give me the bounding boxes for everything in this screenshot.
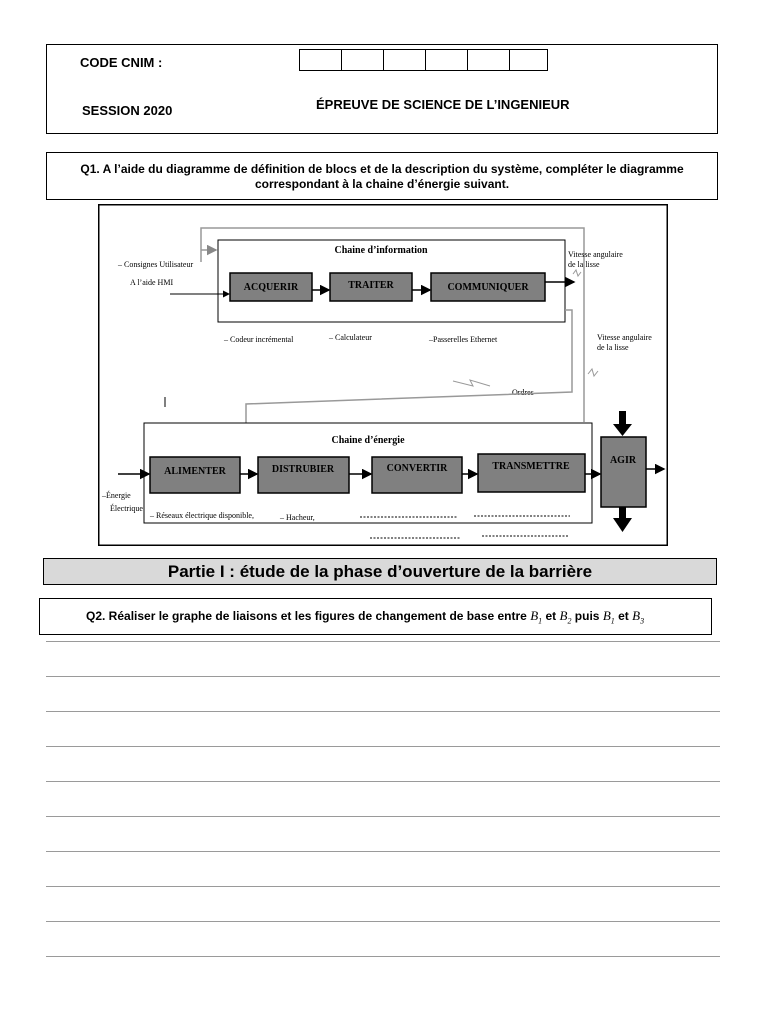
label-reseaux: – Réseaux électrique disponible,	[150, 511, 254, 520]
base-b3: $B_3$	[632, 608, 645, 626]
code-cell[interactable]	[510, 50, 547, 70]
code-cell[interactable]	[468, 50, 510, 70]
answer-line[interactable]	[46, 956, 720, 957]
label-consignes: – Consignes Utilisateur	[118, 260, 194, 269]
block-alimenter-label: ALIMENTER	[164, 466, 226, 477]
question-1	[46, 152, 718, 200]
block-convertir-label: CONVERTIR	[386, 463, 448, 474]
session-label: SESSION 2020	[82, 103, 173, 118]
block-agir-label: AGIR	[609, 455, 637, 466]
label-vitesse-2a: Vitesse angulaire	[597, 333, 652, 342]
base-b2: $B_2$	[559, 608, 572, 626]
label-codeur: – Codeur incrémental	[224, 335, 294, 344]
label-ordres: Ordres	[512, 388, 534, 397]
block-distrubier	[258, 457, 349, 493]
block-transmettre	[478, 454, 585, 492]
base-b1: $B_1$	[602, 608, 615, 626]
answer-line[interactable]	[46, 886, 720, 887]
question-2: Q2. Réaliser le graphe de liaisons et les figures de changement de base entre $B_1$ et $B_2$ puis $B_1$ et $B_3$	[39, 598, 712, 635]
code-cell[interactable]	[342, 50, 384, 70]
label-energie-a: –Énergie	[102, 491, 131, 500]
block-communiquer-label: COMMUNIQUER	[447, 282, 529, 293]
answer-line[interactable]	[46, 851, 720, 852]
partie-1-title: Partie I : étude de la phase d’ouverture de la barrière	[43, 558, 717, 585]
label-calculateur: – Calculateur	[329, 333, 372, 342]
answer-line[interactable]	[46, 921, 720, 922]
answer-line[interactable]	[46, 816, 720, 817]
label-vitesse-2b: de la lisse	[597, 343, 629, 352]
code-cell[interactable]	[384, 50, 426, 70]
answer-line[interactable]	[46, 746, 720, 747]
label-vitesse-1a: Vitesse angulaire	[568, 250, 623, 259]
code-cnim-cells[interactable]	[299, 49, 548, 71]
energy-chain-title: Chaine d’énergie	[331, 435, 405, 446]
question-1-line-1: Q1. A l’aide du diagramme de définition de blocs et de la description du système, compléter le diagramme	[80, 162, 684, 176]
block-distrubier-label: DISTRUBIER	[271, 464, 335, 475]
answer-line[interactable]	[46, 711, 720, 712]
block-acquerir-label: ACQUERIR	[243, 282, 299, 293]
answer-line[interactable]	[46, 641, 720, 642]
answer-line[interactable]	[46, 676, 720, 677]
block-agir	[601, 437, 646, 507]
block-traiter-label: TRAITER	[348, 280, 394, 291]
question-1-line-2: correspondant à la chaine d’énergie suivant.	[254, 177, 510, 191]
label-hmi: A l’aide HMI	[130, 278, 174, 287]
label-hacheur: – Hacheur,	[280, 513, 315, 522]
base-b1: $B_1$	[530, 608, 543, 626]
label-vitesse-1b: de la lisse	[568, 260, 600, 269]
code-cnim-label: CODE CNIM :	[80, 55, 163, 70]
info-chain-title: Chaine d’information	[334, 245, 428, 256]
block-transmettre-label: TRANSMETTRE	[492, 461, 570, 472]
label-energie-b: Électrique	[110, 504, 143, 513]
epreuve-title: ÉPREUVE DE SCIENCE DE L’INGENIEUR	[316, 97, 570, 112]
energy-chain-diagram	[98, 204, 668, 546]
answer-line[interactable]	[46, 781, 720, 782]
label-passerelles: –Passerelles Ethernet	[429, 335, 498, 344]
code-cell[interactable]	[300, 50, 342, 70]
code-cell[interactable]	[426, 50, 468, 70]
question-2-text: Q2. Réaliser le graphe de liaisons et les figures de changement de base entre	[86, 609, 527, 623]
